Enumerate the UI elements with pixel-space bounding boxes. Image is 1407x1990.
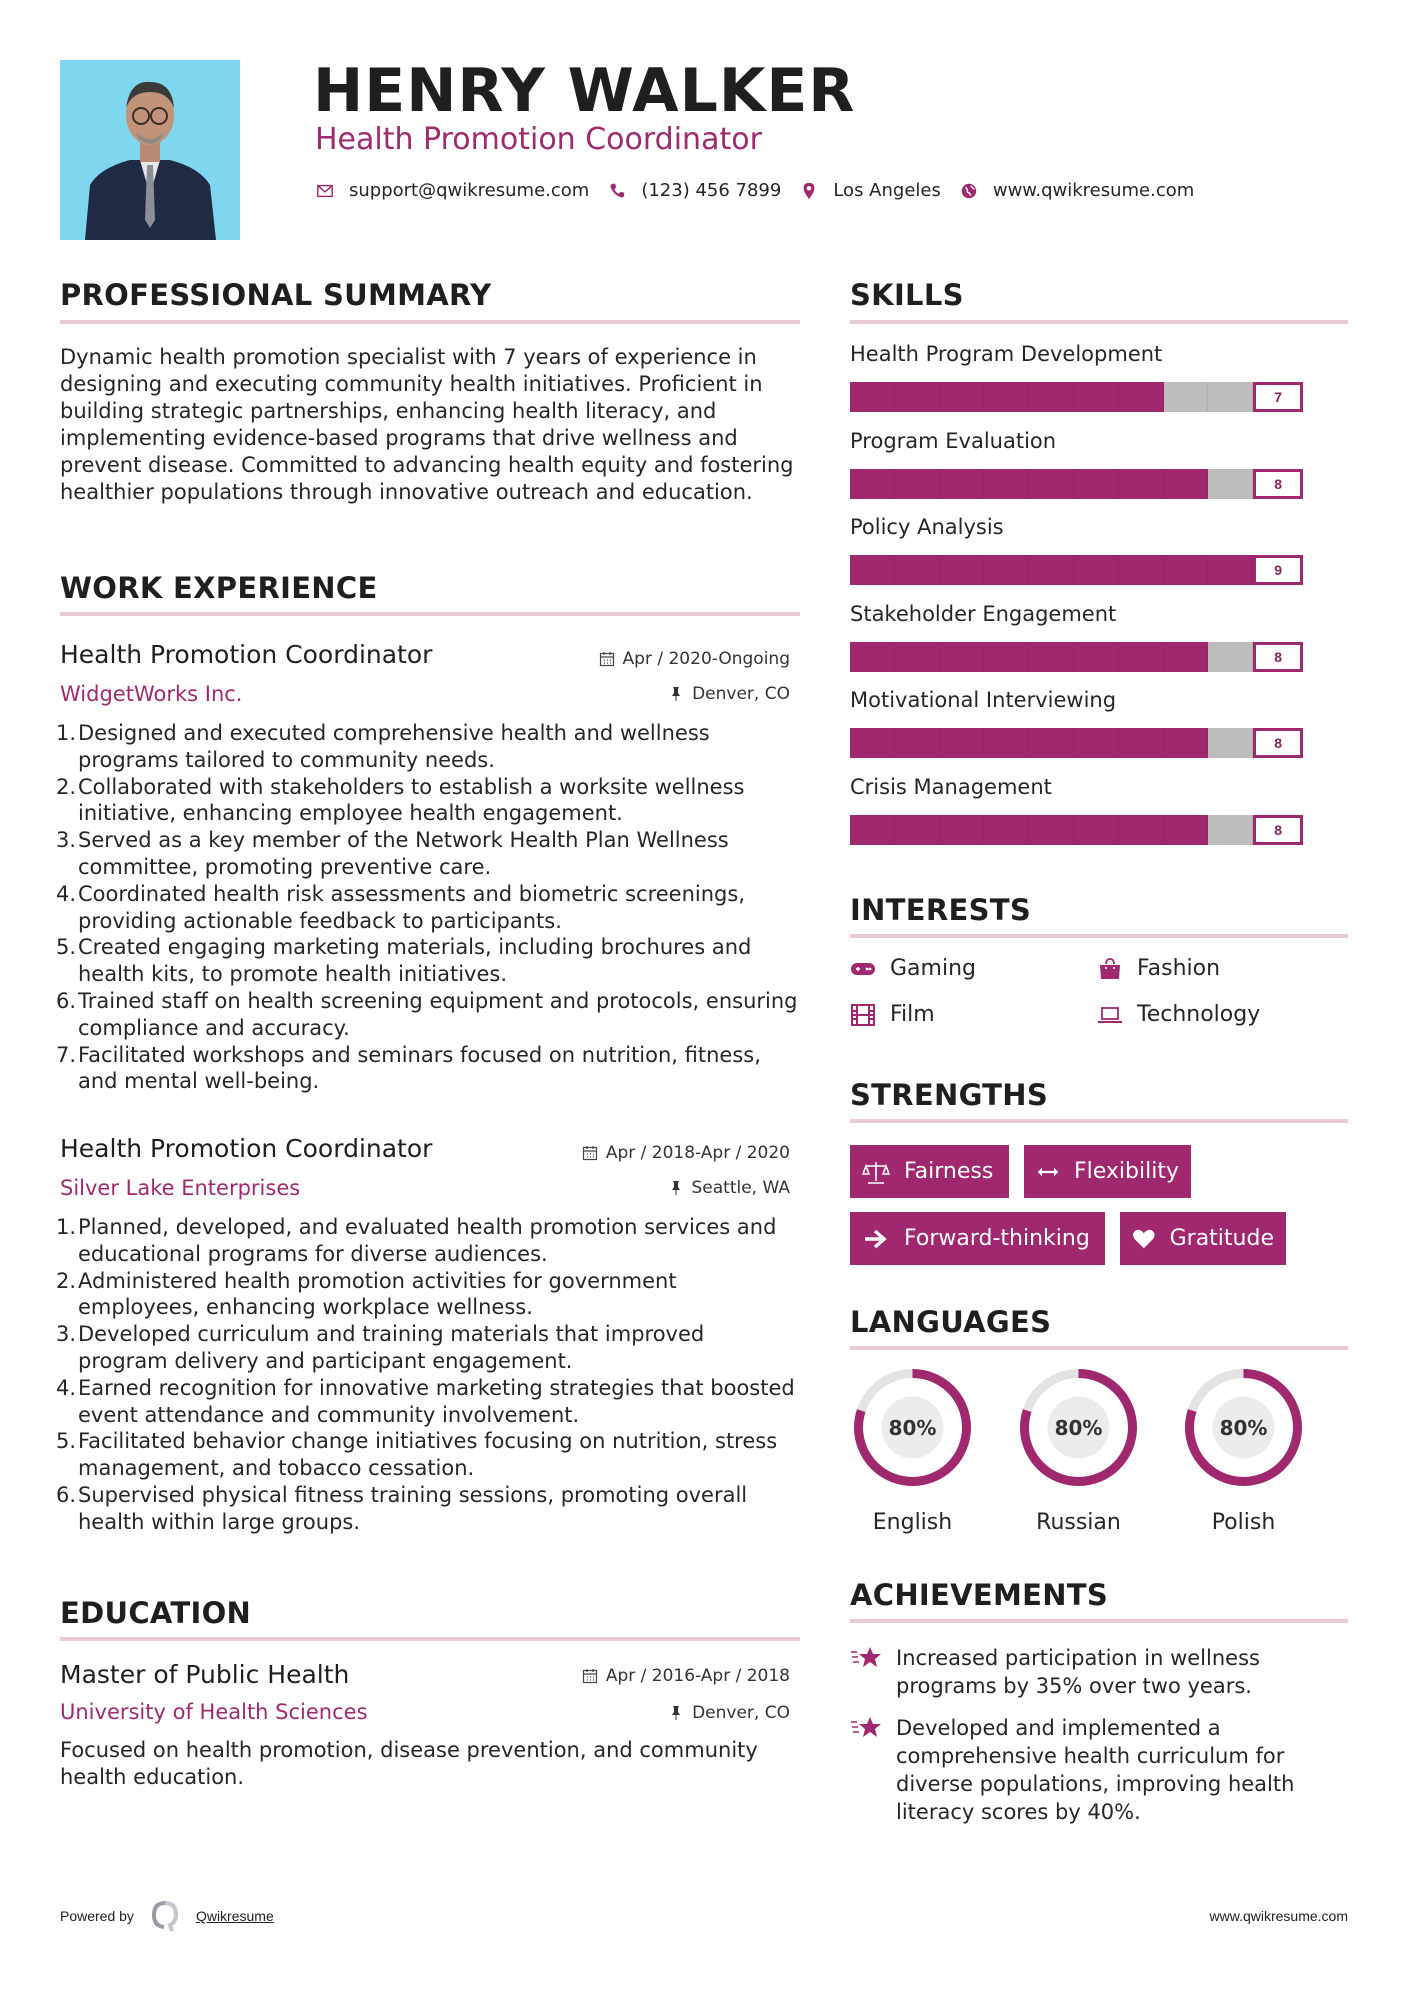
skill-bar-segment [1074,382,1119,412]
duty-item: 7. Facilitated workshops and seminars focused on nutrition, fitness, and mental well-being. [56,1042,761,1094]
skill-bar-segment [984,815,1029,845]
balance-scale-icon [862,1159,890,1185]
website-text: www.qwikresume.com [992,180,1195,201]
language-name: Russian [1036,1510,1121,1535]
skill-bar-segment [1208,642,1253,672]
skill-label: Crisis Management [850,774,1052,799]
contact-row [315,180,1212,201]
education-location [668,1703,790,1723]
language-progress-ring [850,1365,975,1490]
skill-bar-segment [1074,728,1119,758]
skill-bar-segment [1029,555,1074,585]
skill-bar-segment [1164,469,1209,499]
job-location-text: Denver, CO [692,684,790,704]
duty-item: 6. Trained staff on health screening equipment and protocols, ensuring compliance and accuracy. [56,988,798,1040]
skill-bar-segment [1164,382,1209,412]
strength-flexibility: Flexibility [1024,1145,1191,1198]
skill-bar-segment [895,382,940,412]
job-dates-text: Apr / 2020-Ongoing [622,649,790,669]
skill-score: 8 [1253,815,1303,845]
duty-item: 1. Designed and executed comprehensive health and wellness programs tailored to community needs. [56,721,710,772]
skill-bar-segment [1164,728,1209,758]
skill-bar-segment [1029,642,1074,672]
skill-bar [850,382,1348,412]
job-location [668,684,790,704]
skill-bar-segment [940,728,985,758]
skill-label: Health Program Development [850,342,1163,366]
duties-list [56,1214,800,1536]
skills-heading: SKILLS [850,278,964,312]
strengths-divider [850,1119,1348,1123]
skill-bar-segment [984,555,1029,585]
skill-bar-segment [940,815,985,845]
heart-icon [1132,1226,1156,1252]
skill-bar [850,555,1348,585]
strength-fairness: Fairness [850,1145,1009,1198]
skill-bar-segment [1119,469,1164,499]
duty-item: 3. Served as a key member of the Network Health Plan Wellness committee, promoting preventive care. [56,828,729,879]
skill-bar-segment [895,815,940,845]
skill-bar-segment [1208,815,1253,845]
shooting-star-icon [850,1644,884,1672]
arrow-right-icon [862,1226,890,1252]
job-dates [599,649,790,669]
film-icon [850,1003,876,1027]
skill-score: 7 [1253,382,1303,412]
duties-list [56,720,800,1095]
job-location-text: Seattle, WA [691,1178,790,1198]
skill-bar-segment [1074,469,1119,499]
phone-text: (123) 456 7899 [641,180,782,201]
job-location [668,1178,791,1198]
languages-heading: LANGUAGES [850,1305,1052,1339]
skill-bar-segment [895,469,940,499]
contact-website[interactable] [959,180,1194,201]
education-divider [60,1637,800,1641]
skill-bar-segment [984,469,1029,499]
education-description: Focused on health promotion, disease prevention, and community health education. [60,1738,758,1789]
language-progress-ring [1181,1365,1306,1490]
laptop-icon [1097,1003,1123,1027]
experience-heading: WORK EXPERIENCE [60,571,378,605]
summary-divider [60,320,800,324]
skill-bar-segment [1164,815,1209,845]
language-name: Polish [1211,1510,1276,1535]
envelope-icon [315,181,335,201]
arrows-horizontal-icon [1036,1159,1060,1185]
language-progress-ring [1016,1365,1141,1490]
skills-divider [850,320,1348,324]
pushpin-icon [668,1705,684,1721]
skill-bar-segment [984,382,1029,412]
shopping-bag-icon [1097,957,1123,981]
skill-bar-segment [1208,728,1253,758]
candidate-name: HENRY WALKER [313,56,856,126]
company-name: WidgetWorks Inc. [60,682,243,706]
skill-bar-segment [1029,469,1074,499]
contact-phone[interactable] [607,180,781,201]
skill-bar-segment [895,555,940,585]
summary-text: Dynamic health promotion specialist with 7 years of experience in designing and executing community health initiatives. Proficient in building strategic partnerships, enhancing health literacy, and implementing evidence-based programs that drive wellness and prevent disease. Committed to advancing health equity and fostering healthier populations through innovative outreach and education. [60,345,794,504]
strength-forward-thinking: Forward-thinking [850,1212,1105,1265]
duty-item: 1. Planned, developed, and evaluated health promotion services and educational programs for diverse audiences. [56,1215,777,1266]
skill-score: 8 [1253,469,1303,499]
duty-item: 6. Supervised physical fitness training sessions, promoting overall health within large groups. [56,1482,748,1534]
education-dates [582,1666,790,1686]
gamepad-icon [850,957,876,981]
skill-bar-segment [940,555,985,585]
email-text: support@qwikresume.com [349,180,590,201]
skill-bar-segment [850,815,895,845]
language-item [850,1365,975,1535]
duty-item: 2. Administered health promotion activities for government employees, enhancing workplace wellness. [56,1268,677,1320]
contact-email[interactable] [315,180,589,201]
skill-bar [850,815,1348,845]
calendar-icon [582,1145,598,1161]
summary-heading: PROFESSIONAL SUMMARY [60,278,492,312]
interest-film: Film [850,1002,935,1027]
skill-bar-segment [1074,555,1119,585]
job-dates-text: Apr / 2018-Apr / 2020 [605,1143,790,1163]
globe-icon [959,181,979,201]
skill-bar-segment [1164,555,1209,585]
skill-bar [850,469,1348,499]
experience-divider [60,612,800,616]
skill-bar-segment [895,642,940,672]
skill-bar-segment [940,469,985,499]
skill-bar-segment [1029,728,1074,758]
skill-bar [850,642,1348,672]
job-title: Health Promotion Coordinator [60,640,433,669]
footer-website[interactable]: www.qwikresume.com [1209,1908,1348,1924]
pushpin-icon [668,686,684,702]
skill-bar-segment [1208,555,1253,585]
footer-powered-by [60,1900,274,1932]
skill-bar-segment [1119,382,1164,412]
language-item [1016,1365,1141,1535]
duty-item: 2. Collaborated with stakeholders to establish a worksite wellness initiative, enhancing employee health engagement. [56,774,745,826]
phone-icon [607,181,627,201]
skill-bar-segment [850,382,895,412]
shooting-star-icon [850,1714,884,1742]
skill-label: Program Evaluation [850,428,1057,453]
skill-bar-segment [850,555,895,585]
school-name: University of Health Sciences [60,1700,368,1724]
language-name: English [872,1510,953,1535]
skill-bar-segment [1074,642,1119,672]
achievement-item: Developed and implemented a comprehensive health curriculum for diverse populations, improving health literacy scores by 40%. [850,1714,1350,1826]
skill-bar-segment [940,642,985,672]
skill-label: Stakeholder Engagement [850,601,1117,626]
skill-bar-segment [984,642,1029,672]
skill-bar-segment [1119,555,1164,585]
skill-bar-segment [1029,382,1074,412]
interest-gaming: Gaming [850,956,976,981]
duty-item: 4. Coordinated health risk assessments and biometric screenings, providing actionable feedback to participants. [56,881,746,933]
skill-bar-segment [940,382,985,412]
skill-bar-segment [850,469,895,499]
education-dates-text: Apr / 2016-Apr / 2018 [605,1666,790,1686]
pushpin-icon [668,1180,684,1196]
language-percent: 80% [1219,1415,1268,1440]
strength-gratitude: Gratitude [1120,1212,1286,1265]
skill-bar [850,728,1348,758]
achievements-divider [850,1619,1348,1623]
language-percent: 80% [888,1415,937,1440]
job-title: Health Promotion Coordinator [60,1134,433,1163]
degree-title: Master of Public Health [60,1660,350,1689]
duty-item: 4. Earned recognition for innovative marketing strategies that boosted event attendance and community involvement. [56,1375,795,1427]
calendar-icon [582,1668,598,1684]
achievements-heading: ACHIEVEMENTS [850,1578,1109,1612]
achievement-item: Increased participation in wellness programs by 35% over two years. [850,1644,1350,1700]
skill-bar-segment [850,642,895,672]
skill-bar-segment [895,728,940,758]
education-heading: EDUCATION [60,1596,252,1630]
skill-bar-segment [984,728,1029,758]
qwikresume-link[interactable]: Qwikresume [195,1908,274,1924]
education-location-text: Denver, CO [692,1703,790,1723]
powered-by-label: Powered by [60,1908,134,1924]
calendar-icon [599,651,615,667]
interest-technology: Technology [1097,1002,1260,1027]
language-item [1181,1365,1306,1535]
skill-score: 8 [1253,642,1303,672]
company-name: Silver Lake Enterprises [60,1176,301,1200]
interest-fashion: Fashion [1097,956,1220,981]
skill-score: 9 [1253,555,1303,585]
skill-bar-segment [1029,815,1074,845]
skill-bar-segment [1208,469,1253,499]
interests-divider [850,934,1348,938]
skill-bar-segment [850,728,895,758]
interests-heading: INTERESTS [850,893,1032,927]
skill-bar-segment [1119,642,1164,672]
languages-divider [850,1346,1348,1350]
skill-label: Policy Analysis [850,515,1004,539]
duty-item: 5. Created engaging marketing materials, including brochures and health kits, to promote health initiatives. [56,935,752,987]
skill-bar-segment [1119,728,1164,758]
candidate-role: Health Promotion Coordinator [315,122,762,157]
profile-photo [60,60,240,240]
skill-score: 8 [1253,728,1303,758]
duty-item: 5. Facilitated behavior change initiatives focusing on nutrition, stress management, and tobacco cessation. [56,1429,778,1481]
skill-bar-segment [1119,815,1164,845]
qwikresume-logo-icon [150,1900,180,1932]
skill-bar-segment [1164,642,1209,672]
language-percent: 80% [1054,1415,1103,1440]
skill-bar-segment [1074,815,1119,845]
contact-location [799,180,941,201]
job-dates [582,1143,790,1163]
skill-bar-segment [1208,382,1253,412]
map-pin-icon [799,181,819,201]
strengths-heading: STRENGTHS [850,1078,1049,1112]
duty-item: 3. Developed curriculum and training materials that improved program delivery and participant engagement. [56,1322,705,1373]
skill-label: Motivational Interviewing [850,688,1117,712]
location-text: Los Angeles [833,180,941,201]
